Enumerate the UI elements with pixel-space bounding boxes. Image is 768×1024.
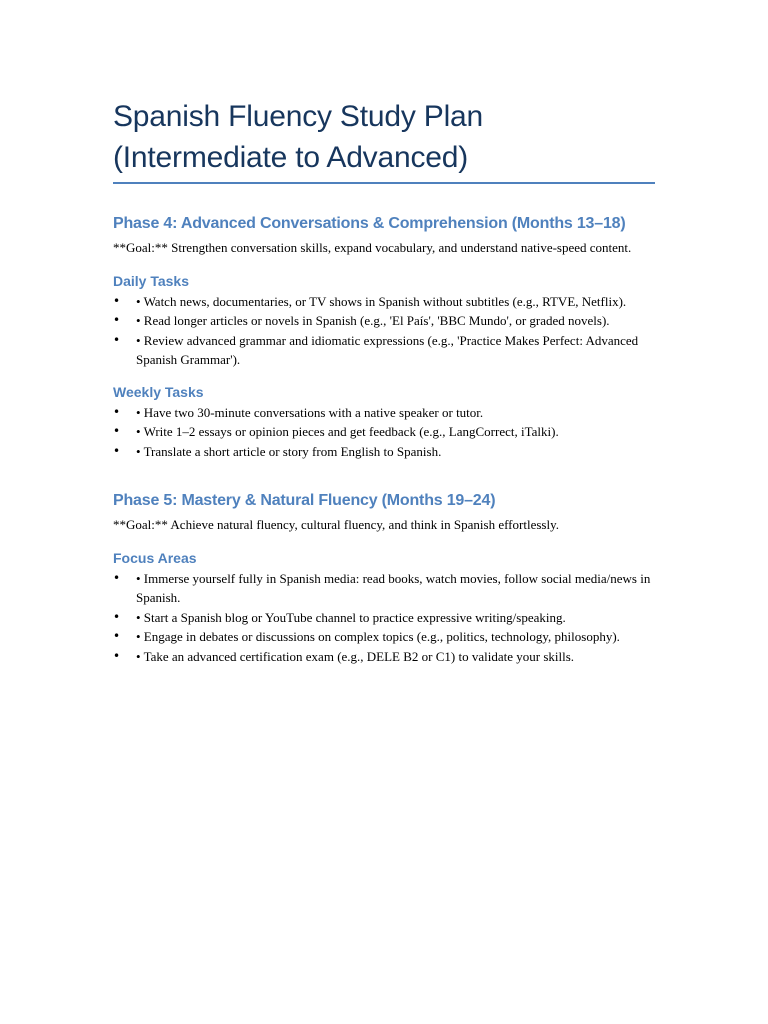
title-line-1: Spanish Fluency Study Plan: [113, 100, 484, 133]
list-item: [113, 627, 655, 647]
bullet-icon: •: [113, 332, 121, 347]
list-item: [113, 608, 655, 628]
list-item-text: • Have two 30-minute conversations with a native speaker or tutor.: [136, 404, 484, 420]
list-item: [113, 403, 655, 423]
daily-tasks-list: [113, 292, 655, 370]
list-item: [113, 442, 655, 462]
phase-4-heading: Phase 4: Advanced Conversations & Comprehension (Months 13–18): [113, 215, 626, 232]
phase-4-goal: **Goal:** Strengthen conversation skills, expand vocabulary, and understand native-speed content.: [113, 240, 632, 255]
document-title: [113, 96, 655, 184]
bullet-icon: •: [113, 424, 121, 438]
bullet-icon: •: [113, 404, 121, 419]
phase-5-goal: **Goal:** Achieve natural fluency, cultural fluency, and think in Spanish effortlessly.: [113, 517, 559, 532]
focus-areas-list: [113, 569, 655, 667]
list-item-text: • Review advanced grammar and idiomatic expressions (e.g., 'Practice Makes Perfect: Advanced Spanish Grammar').: [136, 332, 639, 367]
daily-tasks-heading: Daily Tasks: [113, 272, 190, 289]
document-page: [113, 96, 655, 666]
bullet-icon: •: [113, 648, 121, 663]
bullet-icon: •: [113, 629, 121, 643]
bullet-icon: •: [113, 443, 121, 458]
list-item-text: • Start a Spanish blog or YouTube channel to practice expressive writing/speaking.: [136, 609, 566, 625]
list-item-text: • Watch news, documentaries, or TV shows in Spanish without subtitles (e.g., RTVE, Netflix).: [136, 293, 627, 309]
list-item-text: • Take an advanced certification exam (e.g., DELE B2 or C1) to validate your skills.: [136, 648, 575, 664]
list-item: [113, 422, 655, 442]
bullet-icon: •: [113, 313, 121, 327]
bullet-icon: •: [113, 293, 121, 308]
title-line-2: (Intermediate to Advanced): [113, 141, 469, 174]
list-item-text: • Translate a short article or story from English to Spanish.: [136, 443, 442, 459]
bullet-icon: •: [113, 609, 121, 624]
bullet-icon: •: [113, 570, 121, 585]
focus-areas-heading: Focus Areas: [113, 549, 197, 566]
list-item: [113, 311, 655, 331]
list-item-text: • Write 1–2 essays or opinion pieces and get feedback (e.g., LangCorrect, iTalki).: [136, 424, 559, 439]
list-item: [113, 647, 655, 667]
list-item-text: • Immerse yourself fully in Spanish media: read books, watch movies, follow social media/news in Spanish.: [136, 570, 651, 605]
weekly-tasks-heading: Weekly Tasks: [113, 383, 204, 400]
list-item: [113, 331, 655, 370]
list-item-text: • Engage in debates or discussions on complex topics (e.g., politics, technology, philosophy).: [136, 629, 620, 644]
weekly-tasks-list: [113, 403, 655, 462]
list-item-text: • Read longer articles or novels in Spanish (e.g., 'El País', 'BBC Mundo', or graded novels).: [136, 313, 610, 328]
list-item: [113, 292, 655, 312]
phase-5-heading: Phase 5: Mastery & Natural Fluency (Months 19–24): [113, 492, 496, 509]
list-item: [113, 569, 655, 608]
